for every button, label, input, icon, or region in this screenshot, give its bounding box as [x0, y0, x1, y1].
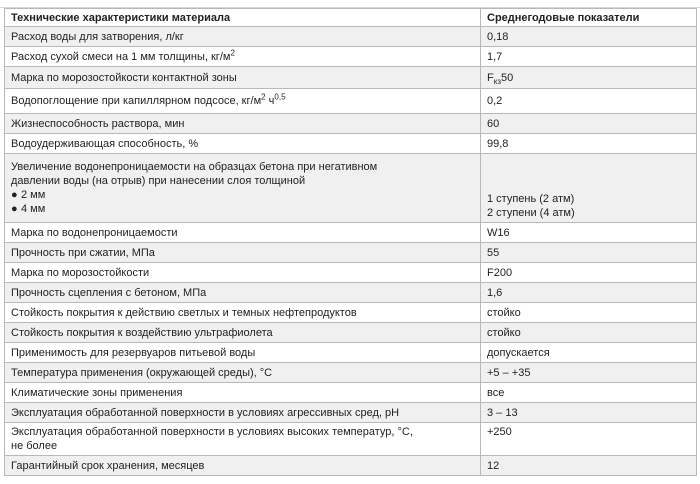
table-row — [5, 243, 697, 263]
unit-superscript: 2 — [261, 92, 266, 102]
top-strip — [0, 0, 700, 8]
row-label: Прочность сцепления с бетоном, МПа — [5, 283, 481, 303]
row-label: Расход воды для затворения, л/кг — [5, 27, 481, 47]
table-row — [5, 303, 697, 323]
row-value: 99,8 — [481, 134, 697, 154]
table-header-row — [5, 9, 697, 27]
row-value: 12 — [481, 456, 697, 476]
label-text: Расход сухой смеси на 1 мм толщины, кг/м — [11, 50, 231, 63]
row-value: 60 — [481, 114, 697, 134]
row-value: 0,18 — [481, 27, 697, 47]
table-row — [5, 343, 697, 363]
table-row — [5, 89, 697, 114]
value-line: 1 ступень (2 атм) — [487, 193, 575, 205]
row-value: 3 – 13 — [481, 403, 697, 423]
row-label: Климатические зоны применения — [5, 383, 481, 403]
row-label: Стойкость покрытия к воздействию ультрафиолета — [5, 323, 481, 343]
bullet-icon: ● — [11, 203, 18, 215]
row-label — [5, 47, 481, 67]
row-label: Стойкость покрытия к действию светлых и темных нефтепродуктов — [5, 303, 481, 323]
label-mid: ч — [265, 95, 275, 107]
row-value: 1,7 — [481, 47, 697, 67]
row-label: Эксплуатация обработанной поверхности в условиях агрессивных сред, рН — [5, 403, 481, 423]
table-row — [5, 134, 697, 154]
material-specs-table — [4, 8, 697, 476]
value-line: 2 ступени (4 атм) — [487, 207, 575, 219]
table-row — [5, 283, 697, 303]
row-label: Прочность при сжатии, МПа — [5, 243, 481, 263]
table-row — [5, 67, 697, 89]
table-row — [5, 263, 697, 283]
row-value: +250 — [481, 423, 697, 456]
unit-superscript: 2 — [230, 47, 235, 57]
row-label: Температура применения (окружающей среды), °С — [5, 363, 481, 383]
row-label — [5, 154, 481, 223]
header-characteristic: Технические характеристики материала — [5, 9, 481, 27]
row-value: 0,2 — [481, 89, 697, 114]
list-item-text: 2 мм — [21, 189, 46, 201]
row-value: допускается — [481, 343, 697, 363]
row-value: все — [481, 383, 697, 403]
row-label — [5, 89, 481, 114]
table-row — [5, 114, 697, 134]
row-label — [5, 423, 481, 456]
unit-superscript-2: 0,5 — [274, 92, 286, 102]
value-tail: 50 — [501, 71, 514, 84]
table-row — [5, 27, 697, 47]
row-value — [481, 154, 697, 223]
label-text: Водопоглощение при капиллярном подсосе, кг/м — [11, 95, 262, 107]
row-label: Применимость для резервуаров питьевой воды — [5, 343, 481, 363]
value-subscript: кз — [493, 76, 501, 86]
table-row — [5, 223, 697, 243]
label-line: Увеличение водонепроницаемости на образцах бетона при негативном — [11, 161, 378, 173]
label-line: Эксплуатация обработанной поверхности в условиях высоких температур, °С, — [11, 426, 413, 438]
row-label: Водоудерживающая способность, % — [5, 134, 481, 154]
row-label: Гарантийный срок хранения, месяцев — [5, 456, 481, 476]
row-value: +5 – +35 — [481, 363, 697, 383]
label-line: давлении воды (на отрыв) при нанесении слоя толщиной — [11, 175, 306, 187]
row-value: W16 — [481, 223, 697, 243]
row-value — [481, 67, 697, 89]
header-value: Среднегодовые показатели — [481, 9, 697, 27]
list-item — [11, 188, 474, 202]
table-row — [5, 363, 697, 383]
row-label: Марка по морозостойкости — [5, 263, 481, 283]
row-label: Марка по водонепроницаемости — [5, 223, 481, 243]
label-line: не более — [11, 440, 58, 452]
value-main: F — [487, 71, 494, 84]
table-row — [5, 456, 697, 476]
row-label: Жизнеспособность раствора, мин — [5, 114, 481, 134]
row-label: Марка по морозостойкости контактной зоны — [5, 67, 481, 89]
table-row — [5, 383, 697, 403]
row-value: 1,6 — [481, 283, 697, 303]
list-item-text: 4 мм — [21, 203, 46, 215]
table-row — [5, 423, 697, 456]
table-row — [5, 47, 697, 67]
bullet-icon: ● — [11, 189, 18, 201]
row-value: стойко — [481, 303, 697, 323]
row-value: 55 — [481, 243, 697, 263]
table-row — [5, 323, 697, 343]
table-row — [5, 403, 697, 423]
row-value: стойко — [481, 323, 697, 343]
row-value: F200 — [481, 263, 697, 283]
list-item — [11, 202, 474, 216]
table-row — [5, 154, 697, 223]
